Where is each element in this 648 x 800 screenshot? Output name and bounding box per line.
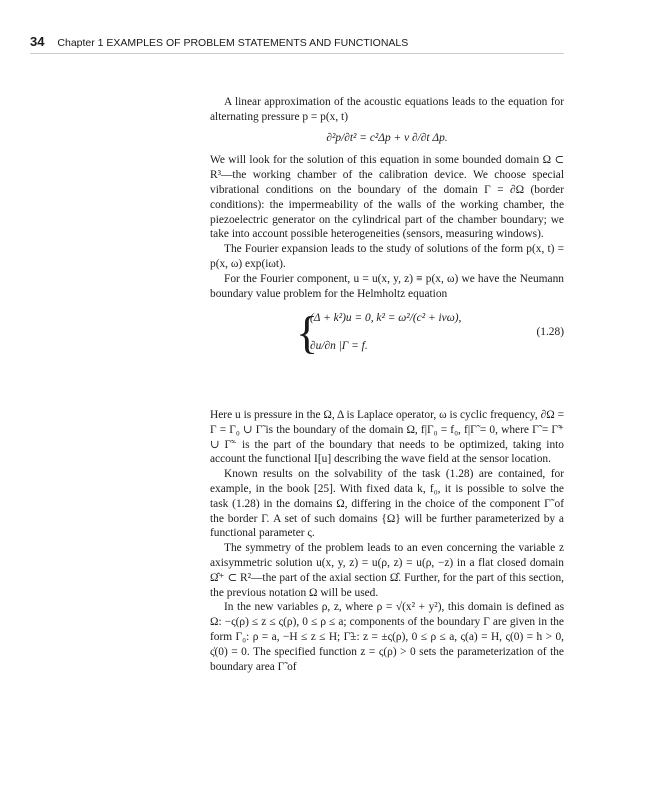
paragraph-neumann: For the Fourier component, u = u(x, y, z) ≡ p(x, ω) we have the Neumann boundary value problem for the Helmholtz equation xyxy=(210,272,564,300)
running-header xyxy=(30,34,564,52)
running-title: Chapter 1 EXAMPLES OF PROBLEM STATEMENTS AND FUNCTIONALS xyxy=(57,37,409,49)
wave-equation: ∂²p/∂t² = c²Δp + ν ∂/∂t Δp. xyxy=(326,131,448,144)
paragraph-fourier: The Fourier expansion leads to the study of solutions of the form p(x, t) = p(x, ω) exp(iωt). xyxy=(210,243,564,270)
paragraph-new-variables: In the new variables ρ, z, where ρ = √(x² + y²), this domain is defined as Ω: −ς(ρ) ≤ z ≤ ς(ρ), 0 ≤ ρ ≤ a; components of the boundary Γ are given in the form Γ₀: ρ = a, −H ≤ z ≤ H; Γ̃±: z = ±ς(ρ), 0 ≤ ρ ≤ a, ς(a) = H, ς(0) = h > 0, ς̇(0) = 0. The specified function z = ς(ρ) > 0 sets the parameterization of the boundary area Γ̃ of xyxy=(210,601,564,673)
system-brace: { xyxy=(296,307,319,359)
body-text xyxy=(210,95,564,377)
paragraph-symmetry: The symmetry of the problem leads to an even concerning the variable z axisymmetric solution u(x, y, z) = u(ρ, z) = u(ρ, −z) in a flat closed domain Ω̂⁺ ⊂ R²—the part of the axial section Ω̂. Further, for the part of this section, the previous notation Ω will be used. xyxy=(210,542,564,599)
paragraph-intro: A linear approximation of the acoustic equations leads to the equation for alternating pressure p = p(x, t) xyxy=(210,96,564,123)
header-rule xyxy=(30,53,564,54)
helmholtz-line-2: ∂u/∂n |Γ = f. xyxy=(310,340,368,353)
body-text-lower xyxy=(210,408,564,674)
equation-number: (1.28) xyxy=(536,326,564,339)
helmholtz-line-1: (Δ + k²)u = 0, k² = ω²/(c² + iνω), xyxy=(310,312,462,325)
paragraph-known-results: Known results on the solvability of the task (1.28) are contained, for example, in the book [25]. With fixed data k, f₀, it is possible to solve the task (1.28) in the domains Ω, differing in the choice of the component Γ̃ of the border Γ. A set of such domains {Ω} will be further parameterized by a functional parameter ς. xyxy=(210,468,564,540)
paragraph-definitions: Here u is pressure in the Ω, Δ is Laplace operator, ω is cyclic frequency, ∂Ω = Γ = Γ₀ ∪ Γ̃ is the boundary of the domain Ω, f|Γ₀ = f₀, f|Γ̃ = 0, where Γ̃ = Γ̃⁺ ∪ Γ̃⁻ is the part of the boundary that needs to be optimized, taking into account the functional I[u] describing the wave field at the sensor location. xyxy=(210,409,564,466)
helmholtz-system xyxy=(210,309,564,367)
paragraph-domain: We will look for the solution of this equation in some bounded domain Ω ⊂ R³—the working chamber of the calibration device. We choose special vibrational conditions on the boundary of the domain Γ = ∂Ω (border conditions): the impermeability of the walls of the working chamber, the piezoelectric generator on the cylindrical part of the chamber boundary; we take into account possible heterogeneities (sensors, measuring windows). xyxy=(210,154,564,241)
page-number: 34 xyxy=(30,34,45,49)
